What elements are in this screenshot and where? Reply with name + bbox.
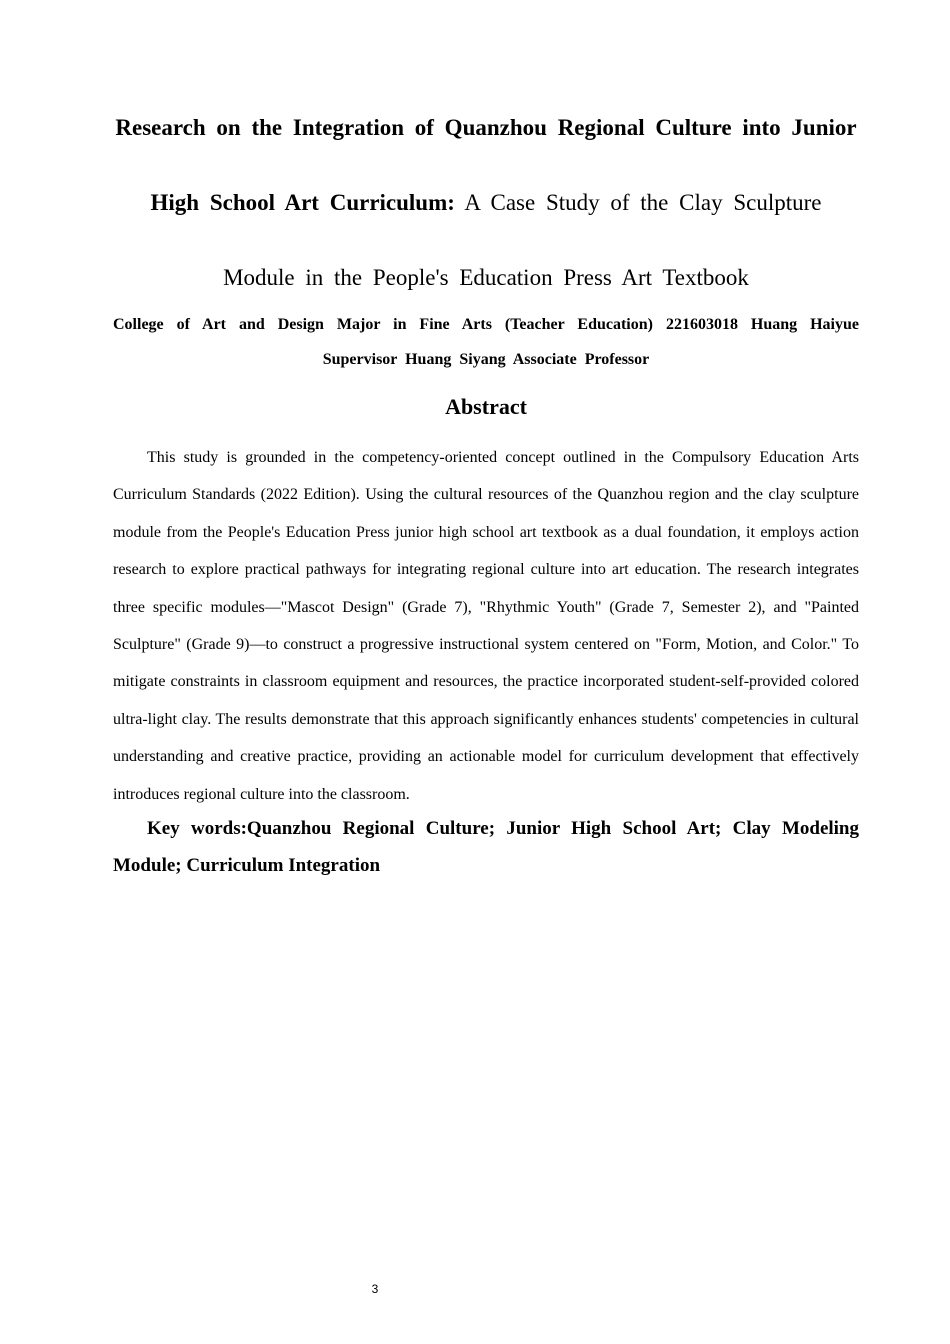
paper-title — [113, 90, 859, 315]
abstract-body: This study is grounded in the competency-oriented concept outlined in the Compulsory Education Arts Curriculum Standards (2022 Edition). Using the cultural resources of the Quanzhou region and the clay sculpture module from the People's Education Press junior high school art textbook as a dual foundation, it employs action research to explore practical pathways for integrating regional culture into art education. The research integrates three specific modules—"Mascot Design" (Grade 7), "Rhythmic Youth" (Grade 7, Semester 2), and "Painted Sculpture" (Grade 9)—to construct a progressive instructional system centered on "Form, Motion, and Color." To mitigate constraints in classroom equipment and resources, the practice incorporated student-self-provided colored ultra-light clay. The results demonstrate that this approach significantly enhances students' competencies in cultural understanding and creative practice, providing an actionable model for curriculum development that effectively introduces regional culture into the classroom. — [113, 449, 859, 803]
supervisor-info: Supervisor Huang Siyang Associate Professor — [322, 351, 650, 368]
page-number: 3 — [371, 1282, 379, 1296]
title-main: Research on the Integration of Quanzhou Regional Culture into Junior High School Art Curriculum: — [115, 115, 857, 215]
keywords: Key words:Quanzhou Regional Culture; Junior High School Art; Clay Modeling Module; Curriculum Integration — [113, 818, 859, 876]
abstract-heading: Abstract — [445, 394, 527, 419]
title-subtitle: A Case Study of the Clay Sculpture Module in the People's Education Press Art Textbook — [223, 190, 822, 290]
author-affiliation: College of Art and Design Major in Fine Arts (Teacher Education) 221603018 Huang Haiyue — [113, 316, 859, 333]
